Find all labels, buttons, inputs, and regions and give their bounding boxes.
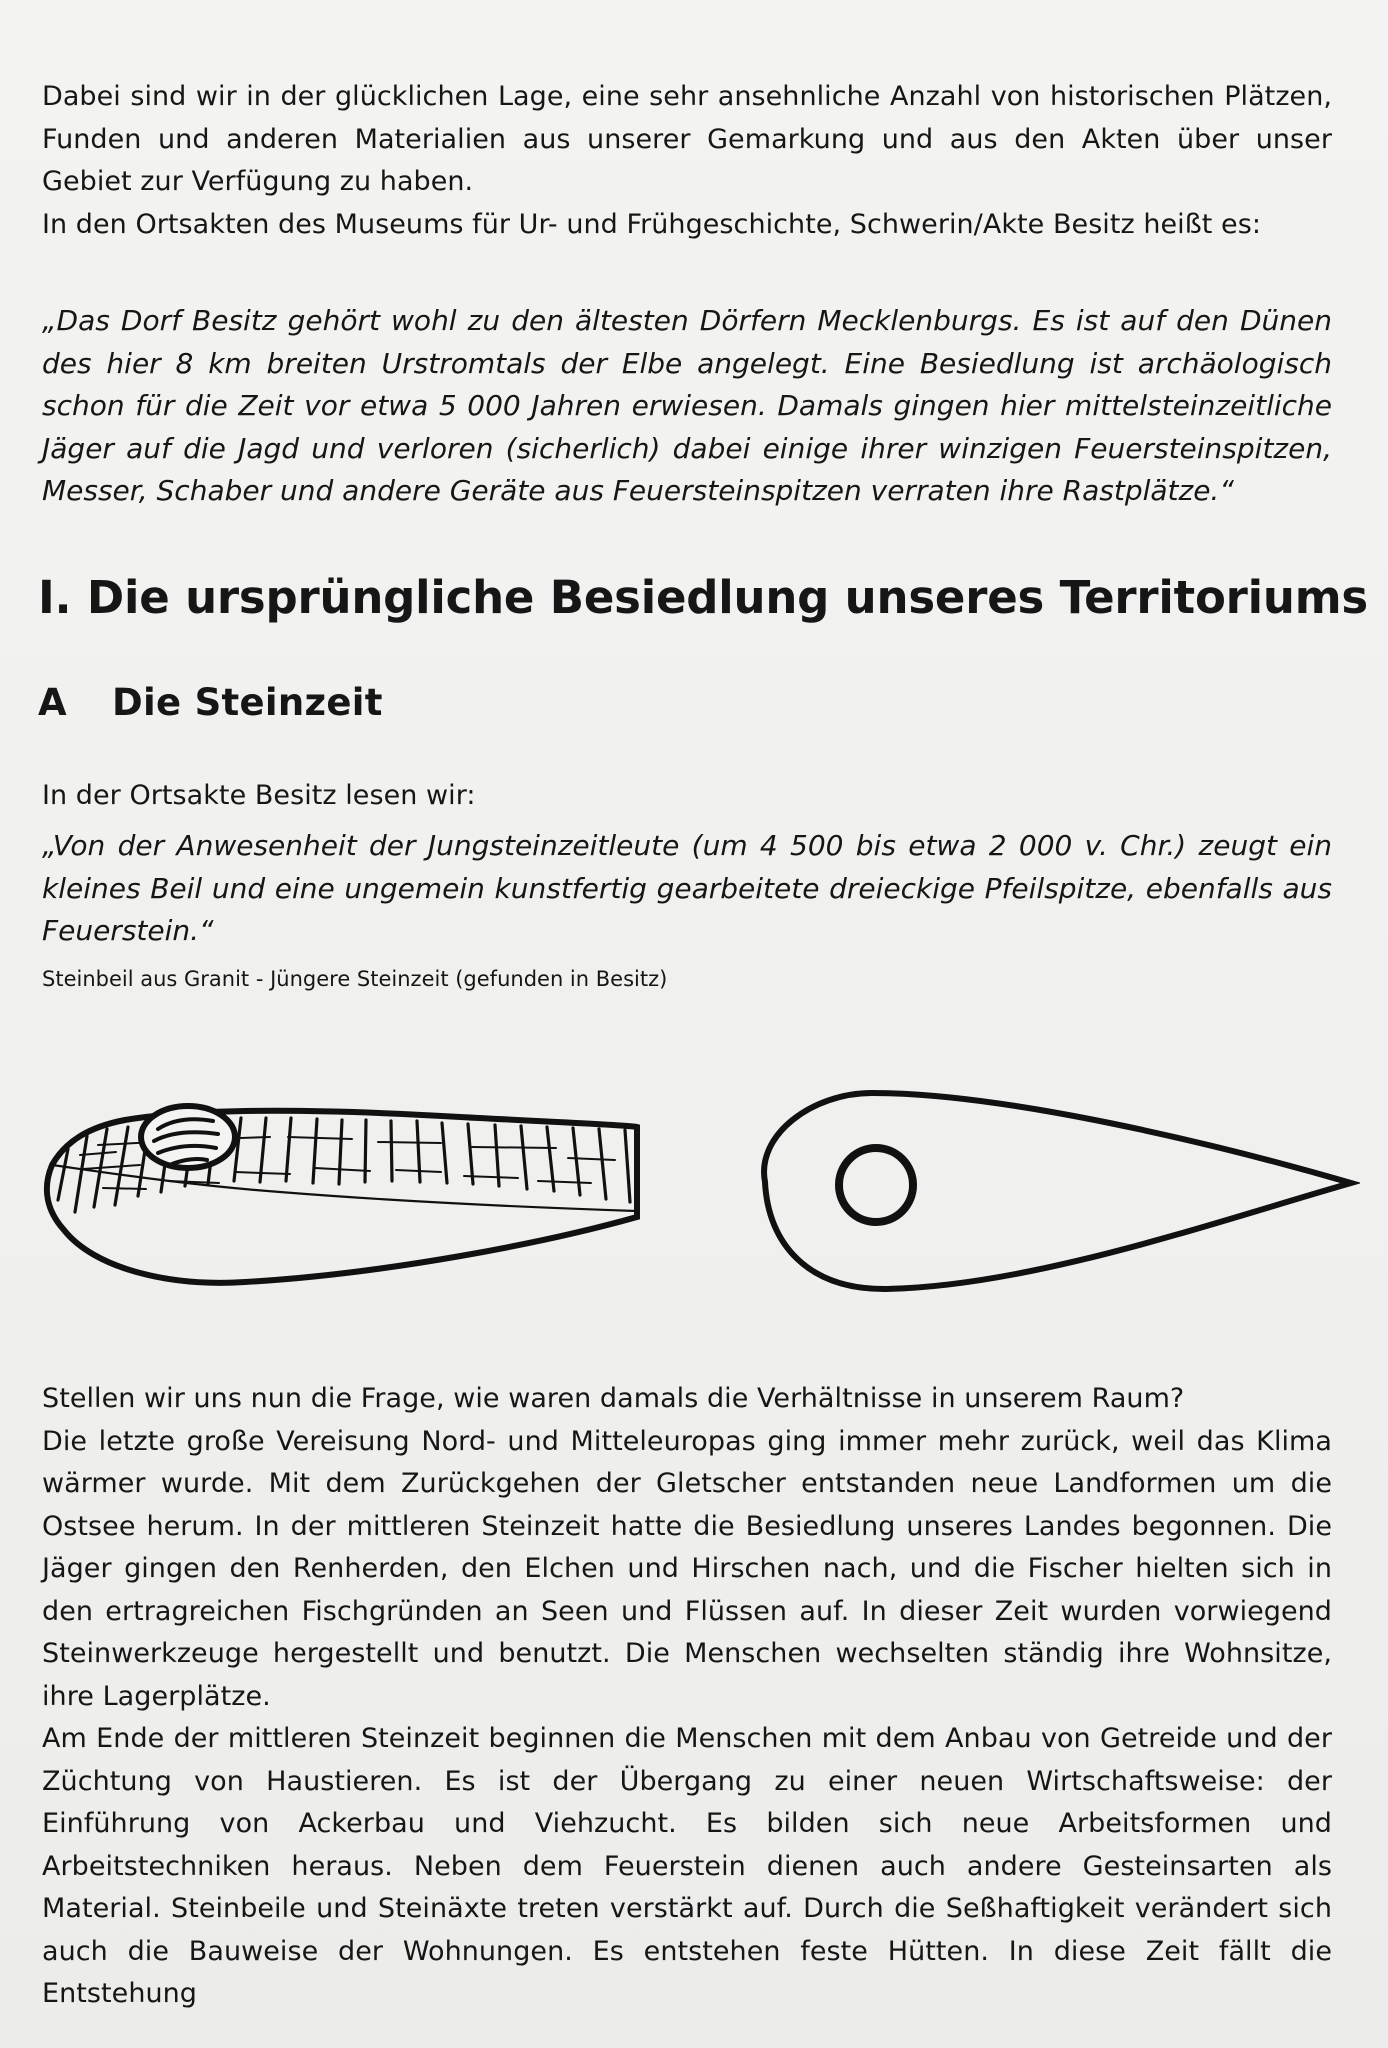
section-title	[38, 679, 383, 727]
discussion-paragraph-2: Die letzte große Vereisung Nord- und Mitteleuropas ging immer mehr zurück, weil das Klima wärmer wurde. Mit dem Zurückgehen der Gletscher entstanden neue Landformen um die Ostsee herum. In der mittleren Steinzeit hatte die Besiedlung unseres Landes begonnen. Die Jäger gingen den Renherden, den Elchen und Hirschen nach, und die Fischer hielten sich in den ertragreichen Fischgründen an Seen und Flüssen auf. In dieser Zeit wurden vorwiegend Steinwerkzeuge hergestellt und benutzt. Die Menschen wechselten ständig ihre Wohnsitze, ihre Lagerplätze.	[42, 1425, 1332, 1712]
discussion-section	[42, 1378, 1332, 2016]
stone-age-quote-text: „Von der Anwesenheit der Jungsteinzeitleute (um 4 500 bis etwa 2 000 v. Chr.) zeugt ein kleines Beil und eine ungemein kunstfertig gearbeitete dreieckige Pfeilspitze, ebenfalls aus Feuerstein.“	[42, 829, 1332, 947]
discussion-paragraph-3: Am Ende der mittleren Steinzeit beginnen die Menschen mit dem Anbau von Getreide und der Züchtung von Haustieren. Es ist der Übergang zu einer neuen Wirtschaftsweise: der Einführung von Ackerbau und Viehzucht. Es bilden sich neue Arbeitsformen und Arbeitstechniken heraus. Neben dem Feuerstein dienen auch andere Gesteinsarten als Material. Steinbeile und Steinäxte treten verstärkt auf. Durch die Seßhaftigkeit verändert sich auch die Bauweise der Wohnungen. Es entstehen feste Hütten. In diese Zeit fällt die Entstehung	[42, 1723, 1332, 2009]
figure-caption: Steinbeil aus Granit - Jüngere Steinzeit (gefunden in Besitz)	[42, 967, 668, 991]
intro-paragraph-2: In den Ortsakten des Museums für Ur- und Frühgeschichte, Schwerin/Akte Besitz heißt es:	[42, 208, 1261, 240]
museum-quote-text: „Das Dorf Besitz gehört wohl zu den ältesten Dörfern Mecklenburgs. Es ist auf den Dünen des hier 8 km breiten Urstromtals der Elbe angelegt. Eine Besiedlung ist archäologisch schon für die Zeit vor etwa 5 000 Jahren erwiesen. Damals gingen hier mittelsteinzeitliche Jäger auf die Jagd und verloren (sicherlich) dabei einige ihrer winzigen Feuersteinspitzen, Messer, Schaber und andere Geräte aus Feuersteinspitzen verraten ihre Rastplätze.“	[42, 304, 1332, 507]
stone-axe-top-view-icon	[750, 1067, 1360, 1317]
stone-age-lead: In der Ortsakte Besitz lesen wir:	[42, 780, 476, 811]
chapter-title: I. Die ursprüngliche Besiedlung unseres Territoriums	[38, 571, 1368, 624]
stone-age-intro	[42, 775, 1332, 818]
stone-axe-side-view-icon	[40, 1060, 640, 1310]
museum-quote	[42, 300, 1332, 513]
section-letter: A	[38, 681, 67, 724]
stone-age-quote	[42, 825, 1332, 953]
intro-paragraph-1: Dabei sind wir in der glücklichen Lage, eine sehr ansehnliche Anzahl von historischen Plätzen, Funden und anderen Materialien aus unserer Gemarkung und aus den Akten über unser Gebiet zur Verfügung zu haben.	[42, 81, 1332, 197]
discussion-paragraph-1: Stellen wir uns nun die Frage, wie waren damals die Verhältnisse in unserem Raum?	[42, 1383, 1185, 1414]
intro-section	[42, 76, 1332, 246]
figure-caption-block	[42, 965, 1332, 993]
section-title-text: Die Steinzeit	[112, 681, 383, 724]
stone-axe-figure	[40, 1060, 1360, 1320]
